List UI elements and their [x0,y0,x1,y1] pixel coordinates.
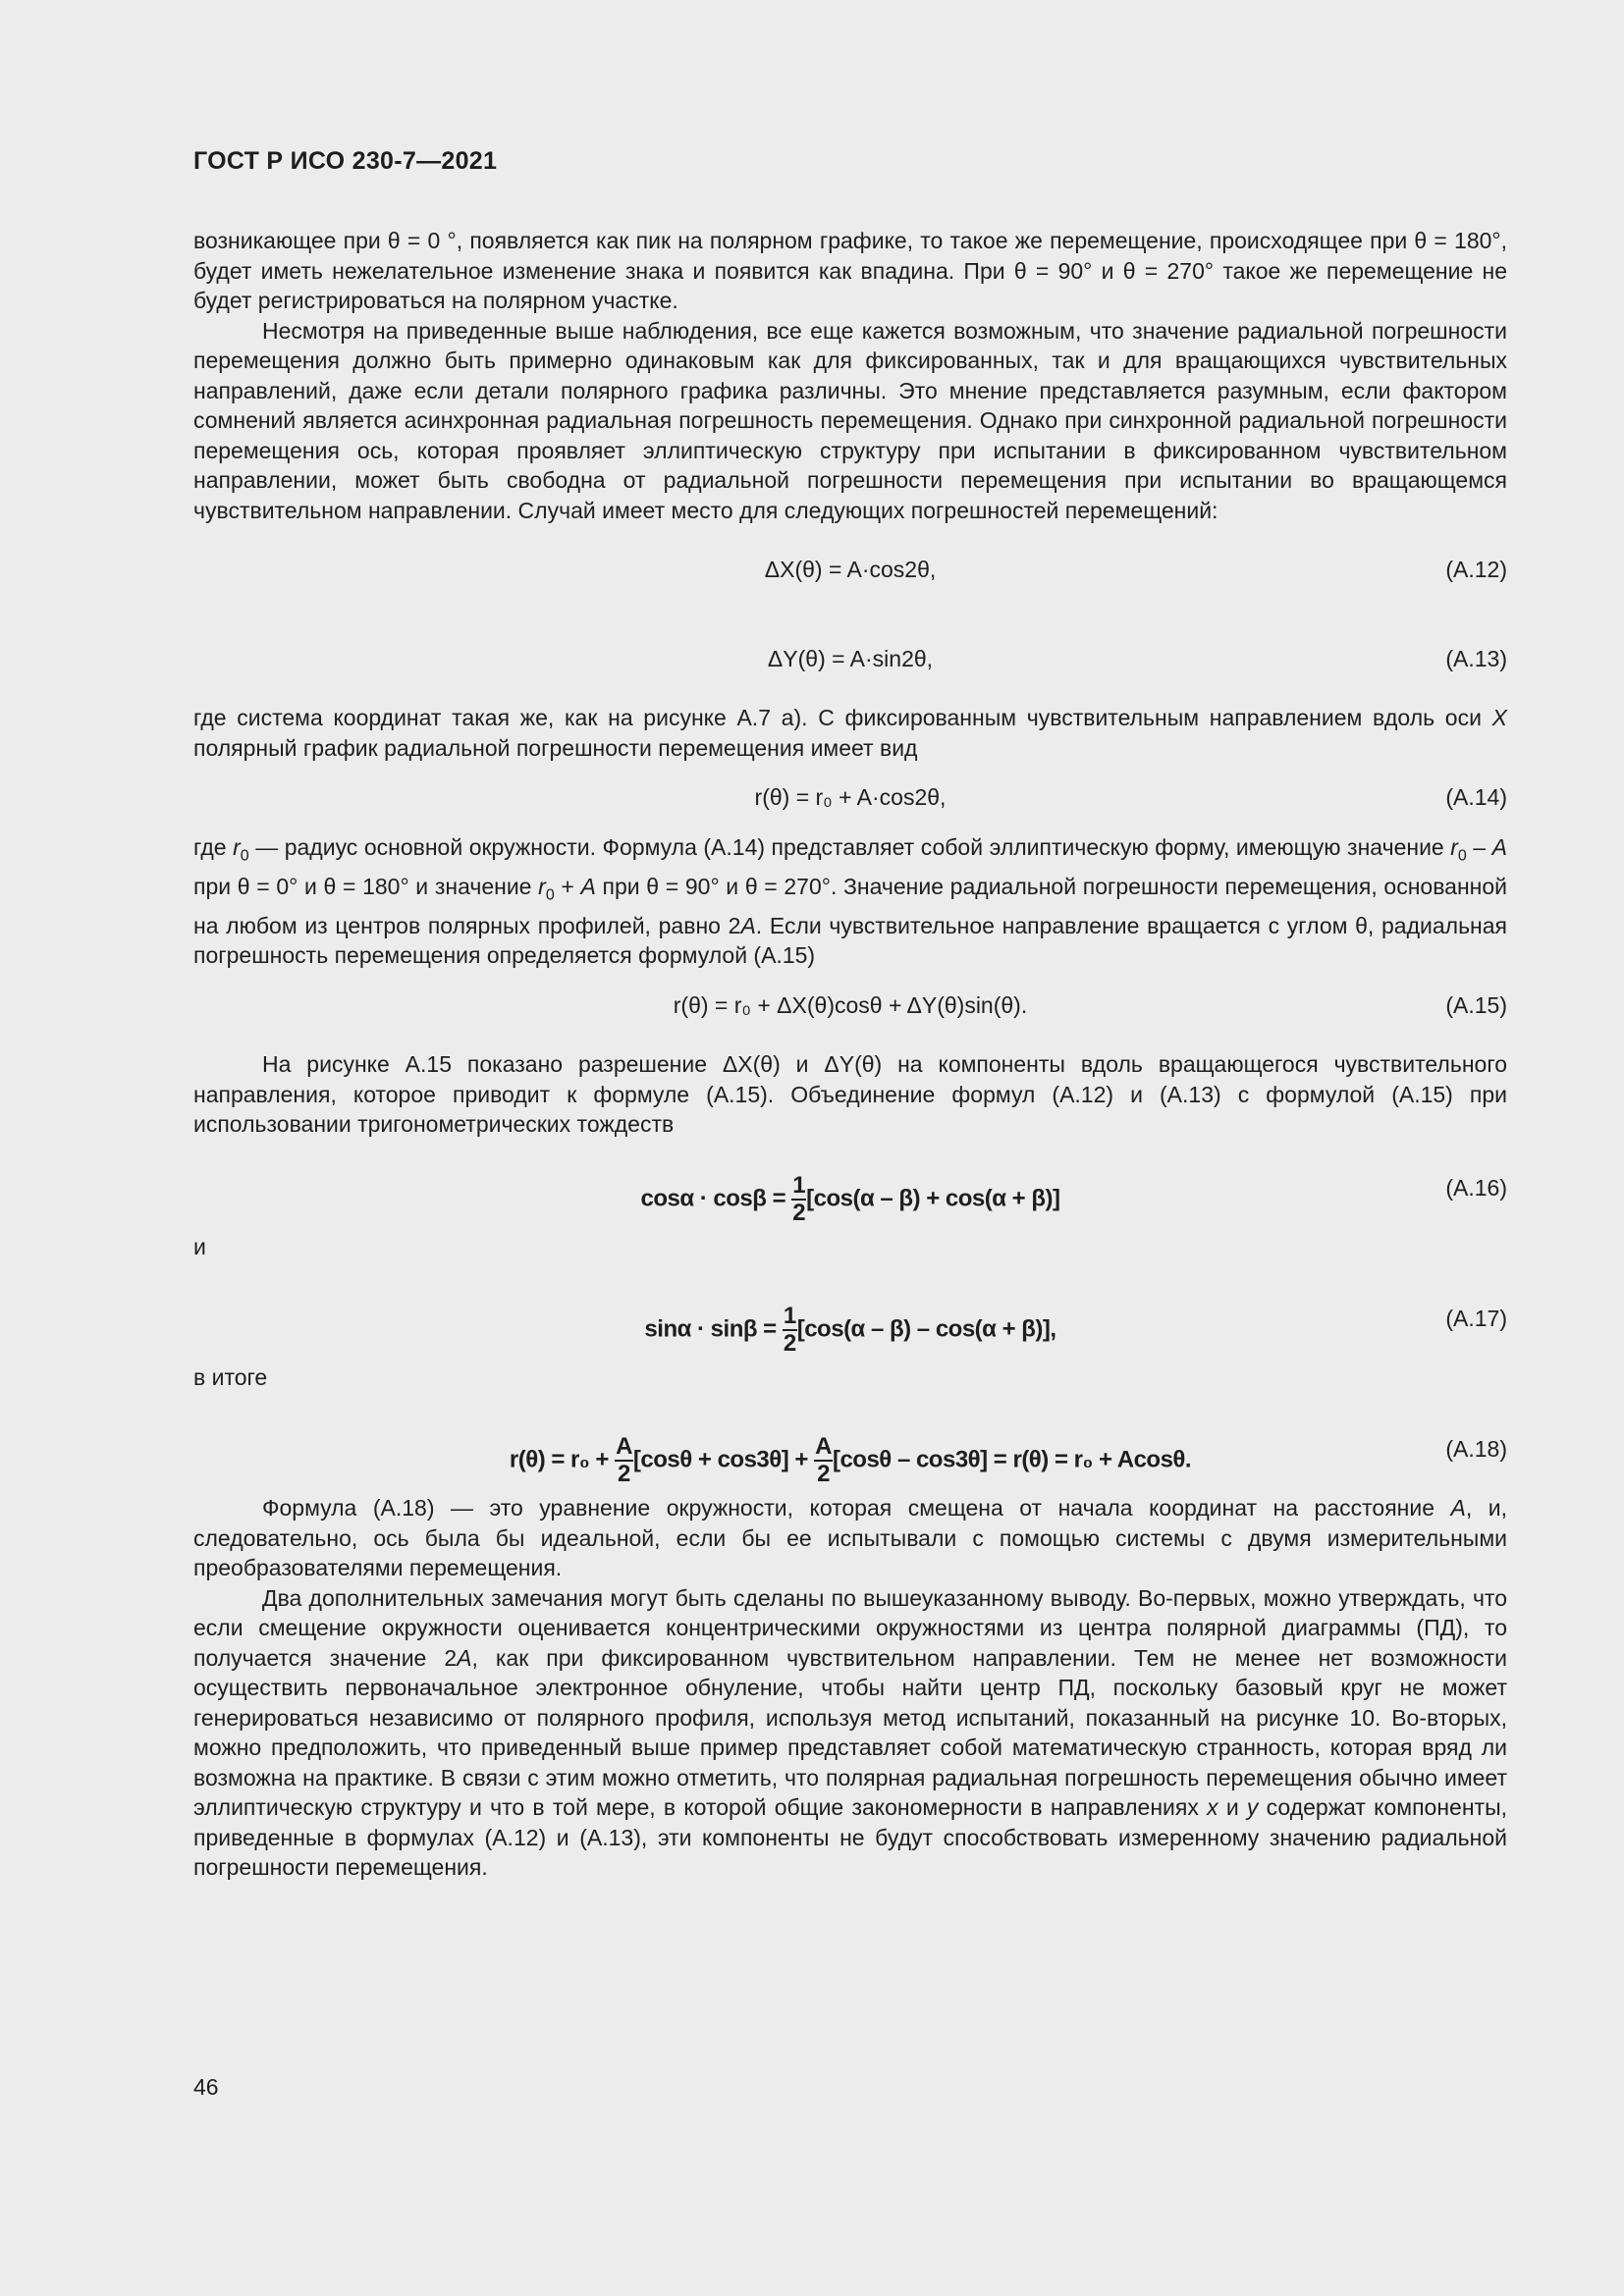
paragraph-4: где $r_0$ — радиус основной окружности. Формула (А.14) представляет собой эллиптическую форму, имеющую значение $r_0$ – A при θ = 0° и θ = 180° и значение $r_0 + A$ при θ = 90° и θ = 270°. Значение радиальной погрешности перемещения, основанной на любом из центров полярных профилей, равно 2A. Если чувствительное направление вращается с углом θ, радиальная погрешность перемещения определяется формулой (А.15) [193,833,1508,969]
paragraph-8: Формула (А.18) — это уравнение окружности, которая смещена от начала координат на расстояние A, и, следовательно, ось была бы идеальной, если бы ее испытывали с помощью системы с двумя измерительными преобразователями перемещения. [193,1495,1507,1581]
formula-a13-expr: ΔY(θ) = A·sin2θ, [767,645,934,671]
formula-a15-expr: r(θ) = r₀ + ΔX(θ)cosθ + ΔY(θ)sin(θ). [673,991,1028,1018]
formula-a18-number: (А.18) [1445,1435,1507,1462]
formula-a16-number: (А.16) [1445,1174,1507,1201]
formula-a14 [193,782,1507,813]
document-body [193,226,1507,1883]
formula-a14-number: (А.14) [1445,784,1507,810]
document-header: ГОСТ Р ИСО 230-7—2021 [193,147,498,175]
formula-a12-number: (А.12) [1445,557,1507,582]
paragraph-1: возникающее при θ = 0 °, появляется как пик на полярном графике, то такое же перемещение, происходящее при θ = 180°, будет иметь нежелательное изменение знака и появится как впадина. При θ = 90° и θ = 270° такое же перемещение не будет регистрироваться на полярном участке. [193,228,1507,313]
paragraph-7: в итоге [193,1364,268,1391]
formula-a15-number: (А.15) [1445,991,1507,1018]
paragraph-2: Несмотря на приведенные выше наблюдения, все еще кажется возможным, что значение радиальной погрешности перемещения должно быть примерно одинаковым как для фиксированных, так и для вращающихся чувствительных направлений, даже если детали полярного графика различны. Это мнение представляется разумным, если фактором сомнений является асинхронная радиальная погрешность перемещения. Однако при синхронной радиальной погрешности перемещения ось, которая проявляет эллиптическую структуру при испытании в фиксированном чувствительном направлении, может быть свободна от радиальной погрешности перемещения при испытании во вращающемся чувствительном направлении. Случай имеет место для следующих погрешностей перемещений: [193,317,1507,523]
formula-a12 [193,555,1507,585]
formula-a13-number: (А.13) [1445,645,1507,671]
formula-a14-expr: r(θ) = r₀ + A·cos2θ, [754,784,947,810]
formula-a12-expr: ΔX(θ) = A·cos2θ, [764,557,937,582]
paragraph-6: и [193,1234,206,1260]
formula-a13 [193,644,1507,674]
formula-a18: r(θ) = r₀ + $\frac{A}{2}$ [cosθ + cos3θ] + $\frac{A}{2}$ [cosθ – cos3θ] = r(θ) = r₀ + Acosθ. (А.18) [509,1432,1507,1487]
paragraph-5: На рисунке А.15 показано разрешение ΔX(θ) и ΔY(θ) на компоненты вдоль вращающегося чувствительного направления, которое приводит к формуле (А.15). Объединение формул (А.12) и (А.13) с формулой (А.15) при использовании тригонометрических тождеств [193,1051,1507,1138]
formula-a16: cosα · cosβ = $\frac{1}{2}$ [cos(α – β) + cos(α + β)] (А.16) [640,1171,1507,1226]
paragraph-3: где система координат такая же, как на рисунке А.7 а). С фиксированным чувствительным направлением вдоль оси X полярный график радиальной погрешности перемещения имеет вид [193,705,1507,761]
formula-a15 [193,990,1507,1021]
formula-a17: sinα · sinβ = $\frac{1}{2}$ [cos(α – β) – cos(α + β)], (А.17) [644,1302,1507,1357]
formula-a17-number: (А.17) [1445,1305,1507,1331]
page-number: 46 [193,2074,219,2100]
paragraph-9: Два дополнительных замечания могут быть сделаны по вышеуказанному выводу. Во-первых, можно утверждать, что если смещение окружности оценивается концентрическими окружностями из центра полярной диаграммы (ПД), то получается значение 2A, как при фиксированном чувствительном направлении. Тем не менее нет возможности осуществить первоначальное электронное обнуление, чтобы найти центр ПД, поскольку базовый круг не может генерироваться независимо от полярного профиля, используя метод испытаний, показанный на рисунке 10. Во-вторых, можно предположить, что приведенный выше пример представляет собой математическую странность, которая вряд ли возможна на практике. В связи с этим можно отметить, что полярная радиальная погрешность перемещения обычно имеет эллиптическую структуру и что в той мере, в которой общие закономерности в направлениях x и y содержат компоненты, приведенные в формулах (А.12) и (А.13), эти компоненты не будут способствовать измеренному значению радиальной погрешности перемещения. [193,1584,1507,1881]
